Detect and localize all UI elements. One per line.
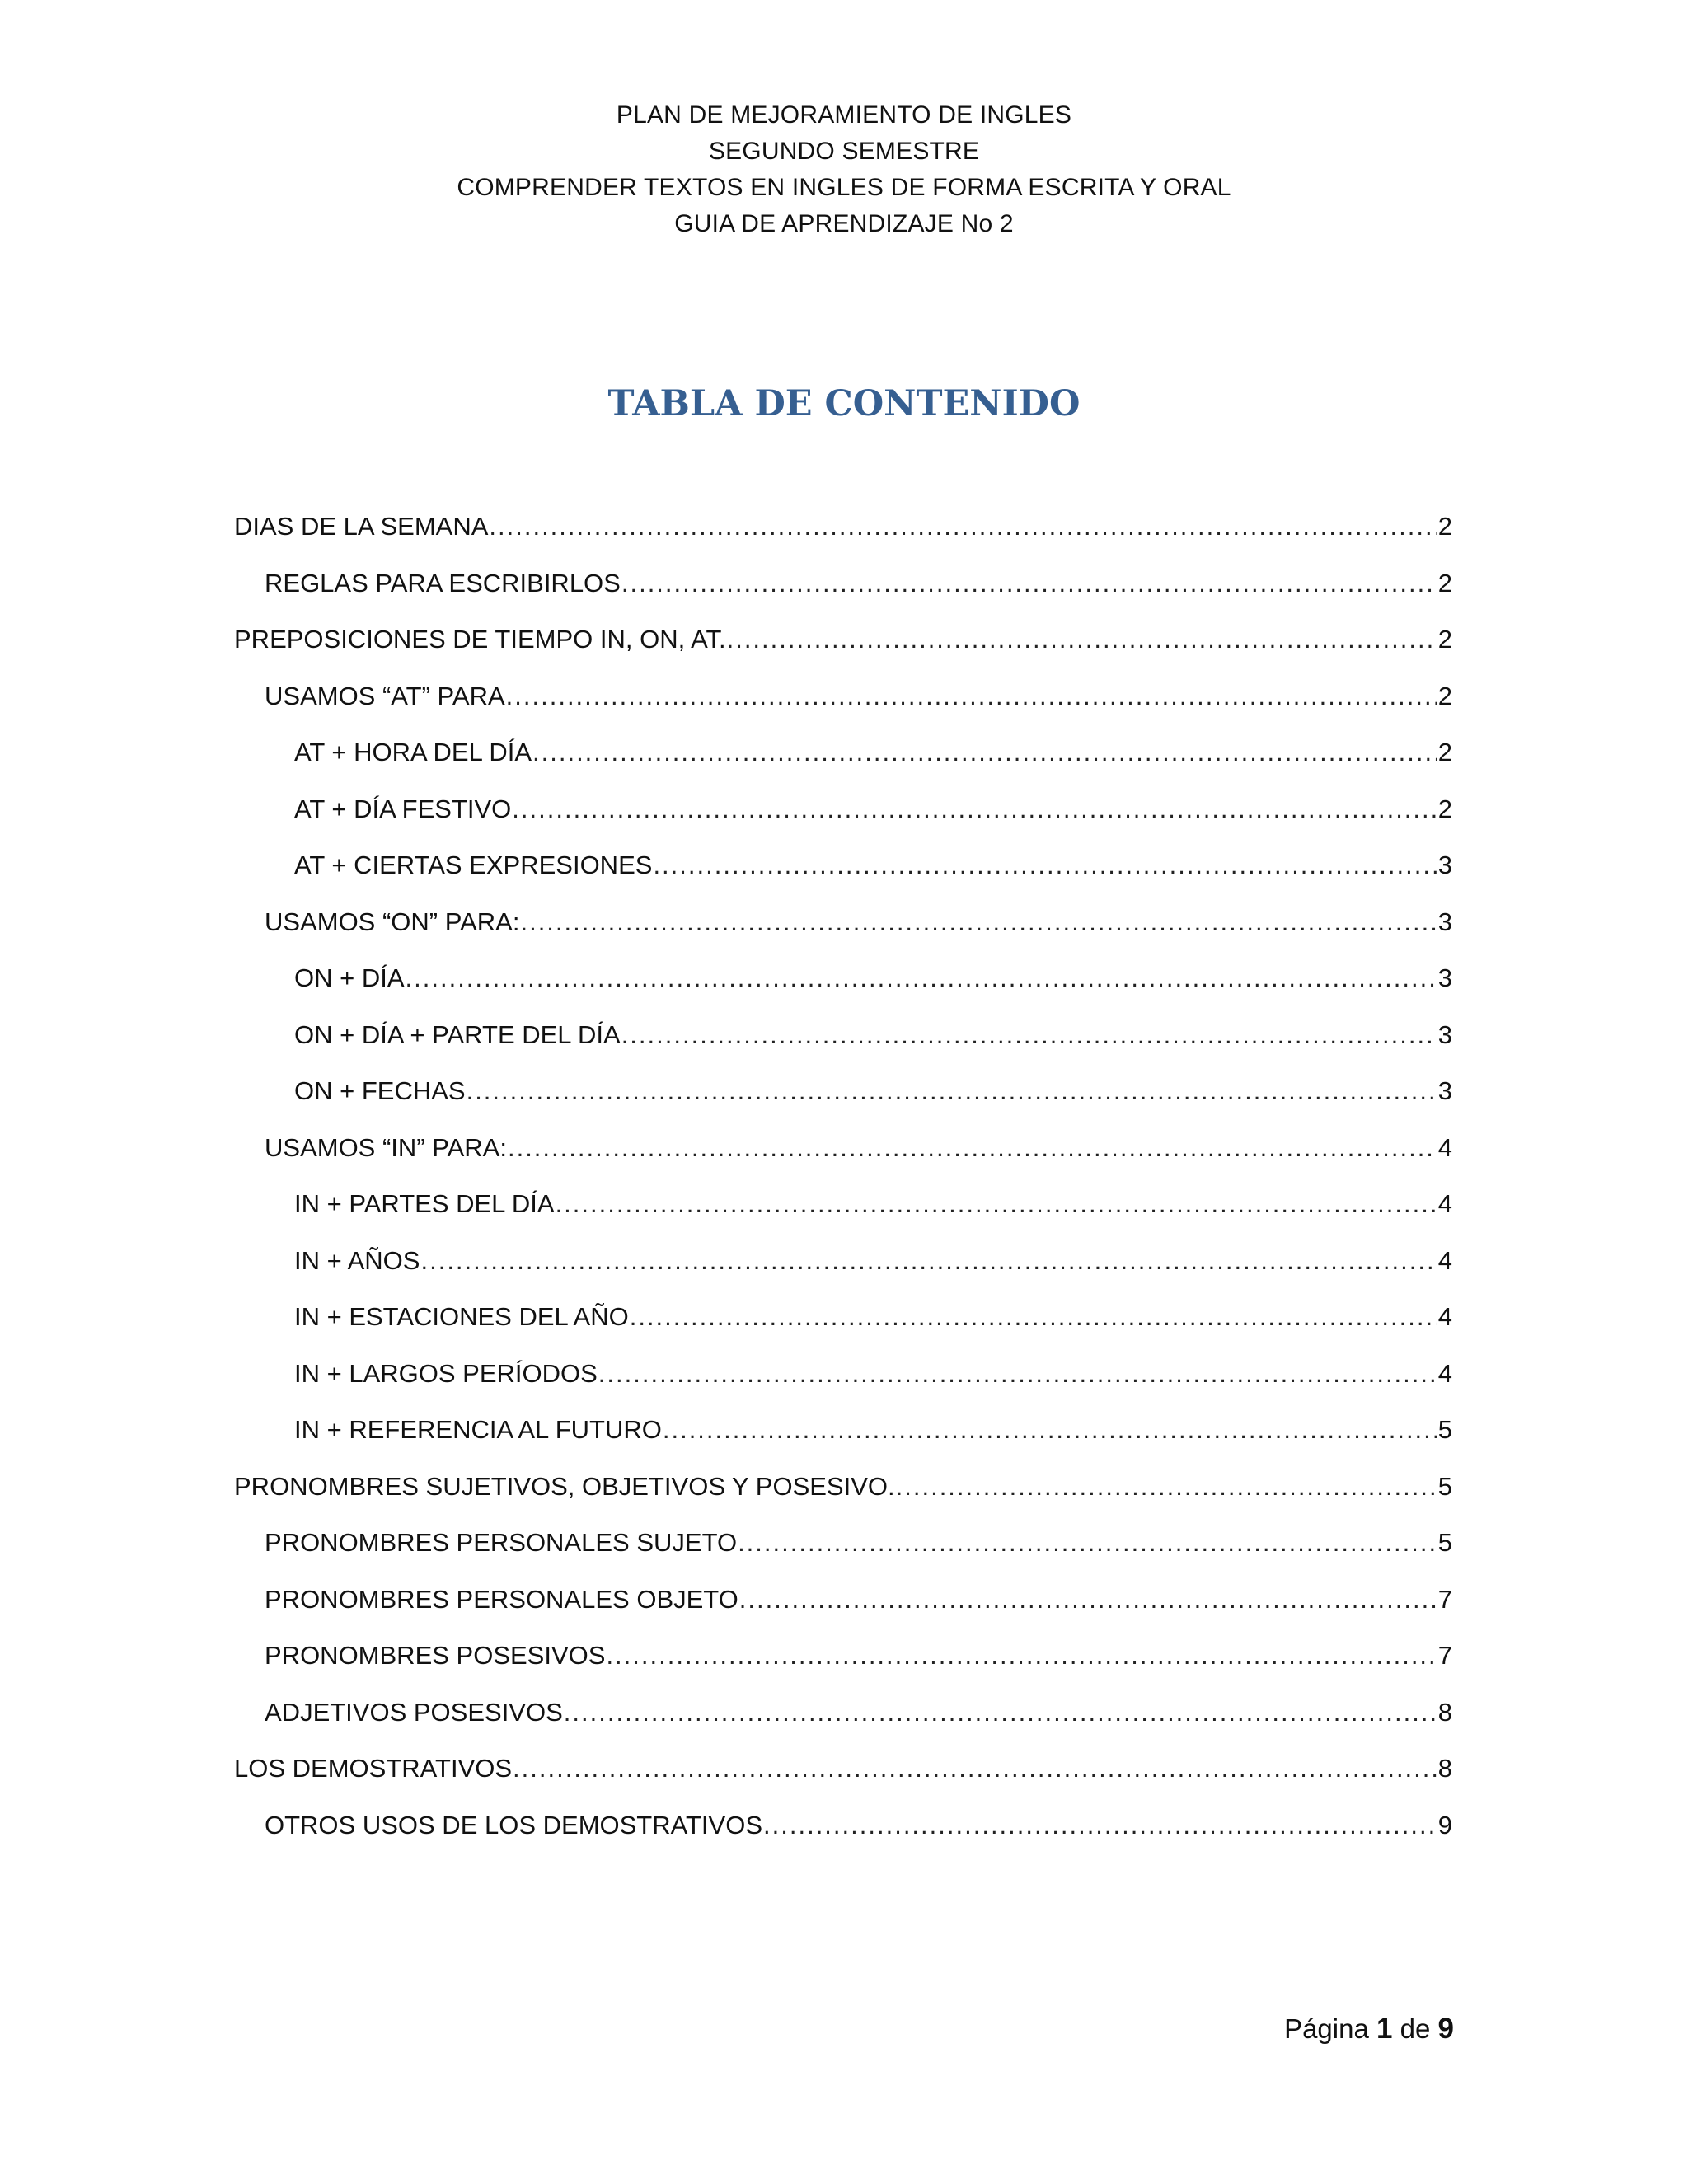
toc-entry-label: IN + ESTACIONES DEL AÑO <box>294 1302 629 1331</box>
toc-entry-page: 2 <box>1437 568 1452 598</box>
toc-title: TABLA DE CONTENIDO <box>607 383 1081 424</box>
toc-entry-label: AT + HORA DEL DÍA <box>294 738 532 766</box>
toc-dot-leader <box>621 1014 1437 1057</box>
toc-entry-label: DIAS DE LA SEMANA <box>234 512 489 541</box>
toc-entry[interactable] <box>234 731 1452 788</box>
toc-entry-page: 4 <box>1437 1132 1452 1162</box>
toc-entry-page: 2 <box>1437 512 1452 541</box>
toc-entry-page: 4 <box>1437 1245 1452 1275</box>
toc-dot-leader <box>532 731 1437 774</box>
toc-entry-label: ON + FECHAS <box>294 1076 466 1105</box>
toc-entry-label: USAMOS “AT” PARA <box>265 681 505 710</box>
footer-current-page: 1 <box>1376 2013 1393 2045</box>
toc-entry-page: 3 <box>1437 1019 1452 1049</box>
toc-dot-leader <box>513 1747 1437 1790</box>
toc-entry[interactable] <box>234 1127 1452 1183</box>
toc-entry-page: 3 <box>1437 1076 1452 1105</box>
toc-entry[interactable] <box>234 505 1452 562</box>
toc-entry-page: 2 <box>1437 681 1452 710</box>
toc-entry-label: PRONOMBRES PERSONALES OBJETO <box>265 1584 738 1614</box>
toc-entry[interactable] <box>234 1408 1452 1465</box>
toc-entry-label: PRONOMBRES SUJETIVOS, OBJETIVOS Y POSESIVO. <box>234 1471 895 1501</box>
toc-dot-leader <box>467 1070 1437 1113</box>
toc-entry-label: IN + AÑOS <box>294 1245 420 1275</box>
toc-dot-leader <box>508 1127 1437 1169</box>
toc-entry[interactable] <box>234 675 1452 732</box>
toc-dot-leader <box>406 957 1437 1000</box>
footer-page-prefix: Página <box>1284 2013 1369 2044</box>
toc-entry[interactable] <box>234 1804 1452 1861</box>
toc-entry-label: ADJETIVOS POSESIVOS <box>265 1697 563 1727</box>
toc-entry[interactable] <box>234 957 1452 1014</box>
toc-entry[interactable] <box>234 901 1452 958</box>
toc-entry[interactable] <box>234 562 1452 619</box>
toc-entry-page: 8 <box>1437 1697 1452 1727</box>
toc-dot-leader <box>556 1183 1437 1226</box>
toc-dot-leader <box>606 1634 1437 1677</box>
toc-entry-page: 4 <box>1437 1302 1452 1331</box>
toc-dot-leader <box>763 1804 1437 1847</box>
toc-dot-leader <box>489 505 1437 548</box>
header-line-guide: GUIA DE APRENDIZAJE No 2 <box>674 210 1014 237</box>
toc-dot-leader <box>621 562 1437 605</box>
toc-entry-page: 2 <box>1437 794 1452 823</box>
toc-entry[interactable] <box>234 618 1452 675</box>
toc-entry-page: 4 <box>1437 1189 1452 1218</box>
toc-entry-page: 7 <box>1437 1584 1452 1614</box>
toc-entry-label: OTROS USOS DE LOS DEMOSTRATIVOS <box>265 1810 763 1840</box>
header-line-semester: SEGUNDO SEMESTRE <box>708 138 980 165</box>
toc-entry-page: 5 <box>1437 1528 1452 1557</box>
toc-dot-leader <box>520 901 1437 944</box>
toc-entry-page: 7 <box>1437 1641 1452 1670</box>
toc-entry[interactable] <box>234 1352 1452 1409</box>
toc-entry[interactable] <box>234 1521 1452 1578</box>
toc-dot-leader <box>630 1296 1437 1338</box>
toc-entry-page: 4 <box>1437 1358 1452 1388</box>
toc-entry-page: 9 <box>1437 1810 1452 1840</box>
toc-entry-label: PREPOSICIONES DE TIEMPO IN, ON, AT. <box>234 625 726 654</box>
toc-entry-label: PRONOMBRES PERSONALES SUJETO <box>265 1528 738 1557</box>
toc-dot-leader <box>663 1408 1437 1451</box>
toc-entry[interactable] <box>234 1691 1452 1748</box>
toc-entry-label: IN + LARGOS PERÍODOS <box>294 1358 598 1388</box>
toc-entry-label: PRONOMBRES POSESIVOS <box>265 1641 606 1670</box>
toc-entry-label: AT + DÍA FESTIVO <box>294 794 512 823</box>
footer-separator: de <box>1400 2013 1431 2044</box>
toc-entry-page: 2 <box>1437 738 1452 766</box>
toc-dot-leader <box>598 1352 1437 1395</box>
toc-entry-label: AT + CIERTAS EXPRESIONES <box>294 851 653 879</box>
page-footer <box>1284 2009 1454 2049</box>
toc-entry-page: 2 <box>1437 625 1452 654</box>
toc-dot-leader <box>506 675 1437 718</box>
toc-entry-page: 3 <box>1437 907 1452 936</box>
toc-entry[interactable] <box>234 1183 1452 1240</box>
toc-entry[interactable] <box>234 1070 1452 1127</box>
toc-entry-page: 5 <box>1437 1471 1452 1501</box>
toc-dot-leader <box>653 844 1437 887</box>
toc-entry[interactable] <box>234 1240 1452 1296</box>
toc-entry-label: USAMOS “ON” PARA: <box>265 907 520 936</box>
toc-entry-label: USAMOS “IN” PARA: <box>265 1132 507 1162</box>
toc-entry[interactable] <box>234 1747 1452 1804</box>
header-line-subject: COMPRENDER TEXTOS EN INGLES DE FORMA ESCRITA Y ORAL <box>457 174 1231 201</box>
toc-entry[interactable] <box>234 788 1452 845</box>
toc-dot-leader <box>738 1521 1437 1564</box>
toc-entry-page: 5 <box>1437 1415 1452 1444</box>
toc-entry-page: 3 <box>1437 851 1452 879</box>
document-header <box>0 97 1688 242</box>
toc-entry-page: 3 <box>1437 963 1452 992</box>
toc-entry[interactable] <box>234 1014 1452 1071</box>
toc-entry-label: REGLAS PARA ESCRIBIRLOS <box>265 568 621 598</box>
toc-entry-label: ON + DÍA <box>294 963 405 992</box>
toc-dot-leader <box>739 1578 1437 1621</box>
table-of-contents <box>234 505 1452 1860</box>
toc-dot-leader <box>727 618 1437 661</box>
toc-dot-leader <box>564 1691 1437 1734</box>
toc-entry[interactable] <box>234 844 1452 901</box>
header-line-plan: PLAN DE MEJORAMIENTO DE INGLES <box>616 101 1072 129</box>
toc-entry[interactable] <box>234 1465 1452 1522</box>
toc-dot-leader <box>512 788 1437 831</box>
toc-entry-label: IN + PARTES DEL DÍA <box>294 1189 555 1218</box>
toc-dot-leader <box>420 1240 1437 1282</box>
toc-dot-leader <box>896 1465 1437 1508</box>
toc-entry-page: 8 <box>1437 1754 1452 1783</box>
toc-entry[interactable] <box>234 1296 1452 1352</box>
footer-total-pages: 9 <box>1437 2013 1454 2045</box>
toc-entry-label: IN + REFERENCIA AL FUTURO <box>294 1415 662 1444</box>
toc-entry-label: LOS DEMOSTRATIVOS <box>234 1754 513 1783</box>
toc-entry[interactable] <box>234 1634 1452 1691</box>
toc-entry[interactable] <box>234 1578 1452 1635</box>
toc-entry-label: ON + DÍA + PARTE DEL DÍA <box>294 1019 621 1049</box>
